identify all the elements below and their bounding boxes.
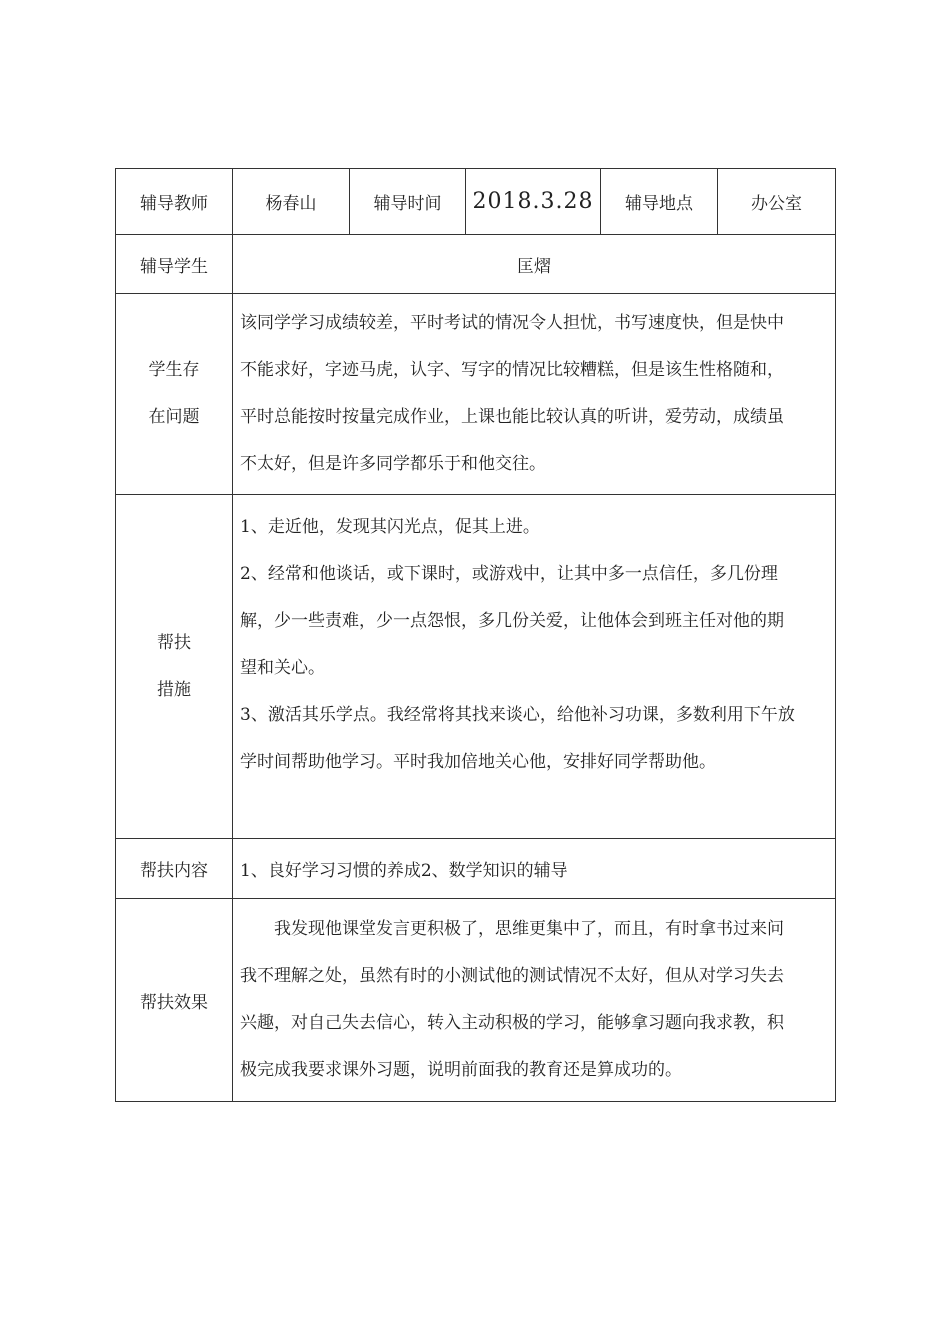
problems-label-line: 在问题: [148, 407, 200, 427]
measures-row: [116, 495, 836, 839]
effect-line: 兴趣，对自己失去信心，转入主动积极的学习，能够拿习题向我求教，积: [240, 1013, 784, 1033]
problems-row: [116, 294, 836, 495]
measures-line: 解，少一些责难，少一点怨恨，多几份关爱，让他体会到班主任对他的期: [240, 611, 784, 631]
effect-label: 帮扶效果: [116, 899, 233, 1102]
effect-line: 我不理解之处，虽然有时的小测试他的测试情况不太好，但从对学习失去: [240, 966, 784, 986]
student-value: 匡熠: [233, 235, 836, 294]
problems-text: [233, 294, 836, 495]
problems-line: 不能求好，字迹马虎，认字、写字的情况比较糟糕，但是该生性格随和，: [240, 360, 784, 380]
problems-line: 平时总能按时按量完成作业，上课也能比较认真的听讲，爱劳动，成绩虽: [240, 407, 784, 427]
measures-label-line: 帮扶: [157, 632, 191, 653]
time-value: 2018.3.28: [466, 169, 601, 235]
student-row: [116, 235, 836, 294]
content-label: 帮扶内容: [116, 839, 233, 899]
place-label: 辅导地点: [601, 169, 718, 235]
problems-label-line: 学生存: [148, 360, 200, 380]
content-value: 1、良好学习习惯的养成2、数学知识的辅导: [233, 839, 836, 899]
place-value: 办公室: [718, 169, 836, 235]
measures-label: [116, 495, 233, 839]
header-row: [116, 169, 836, 235]
content-row: [116, 839, 836, 899]
student-label: 辅导学生: [116, 235, 233, 294]
effect-line: 我发现他课堂发言更积极了，思维更集中了，而且，有时拿书过来问: [274, 919, 784, 939]
problems-label: [116, 294, 233, 495]
effect-line: 极完成我要求课外习题，说明前面我的教育还是算成功的。: [240, 1060, 682, 1080]
teacher-value: 杨春山: [233, 169, 350, 235]
time-label: 辅导时间: [350, 169, 466, 235]
effect-row: [116, 899, 836, 1102]
measures-line: 学时间帮助他学习。平时我加倍地关心他，安排好同学帮助他。: [240, 752, 716, 772]
measures-label-line: 措施: [157, 679, 191, 700]
measures-line: 望和关心。: [240, 658, 325, 678]
effect-text: [233, 899, 836, 1102]
measures-line: 2、经常和他谈话，或下课时，或游戏中，让其中多一点信任，多几份理: [240, 564, 778, 584]
tutoring-record-table: [115, 168, 836, 1102]
measures-line: 3、激活其乐学点。我经常将其找来谈心，给他补习功课，多数利用下午放: [240, 705, 795, 725]
measures-text: [233, 495, 836, 839]
teacher-label: 辅导教师: [116, 169, 233, 235]
measures-line: 1、走近他，发现其闪光点，促其上进。: [240, 517, 540, 537]
problems-line: 该同学学习成绩较差，平时考试的情况令人担忧，书写速度快，但是快中: [240, 313, 784, 333]
problems-line: 不太好，但是许多同学都乐于和他交往。: [240, 454, 546, 474]
